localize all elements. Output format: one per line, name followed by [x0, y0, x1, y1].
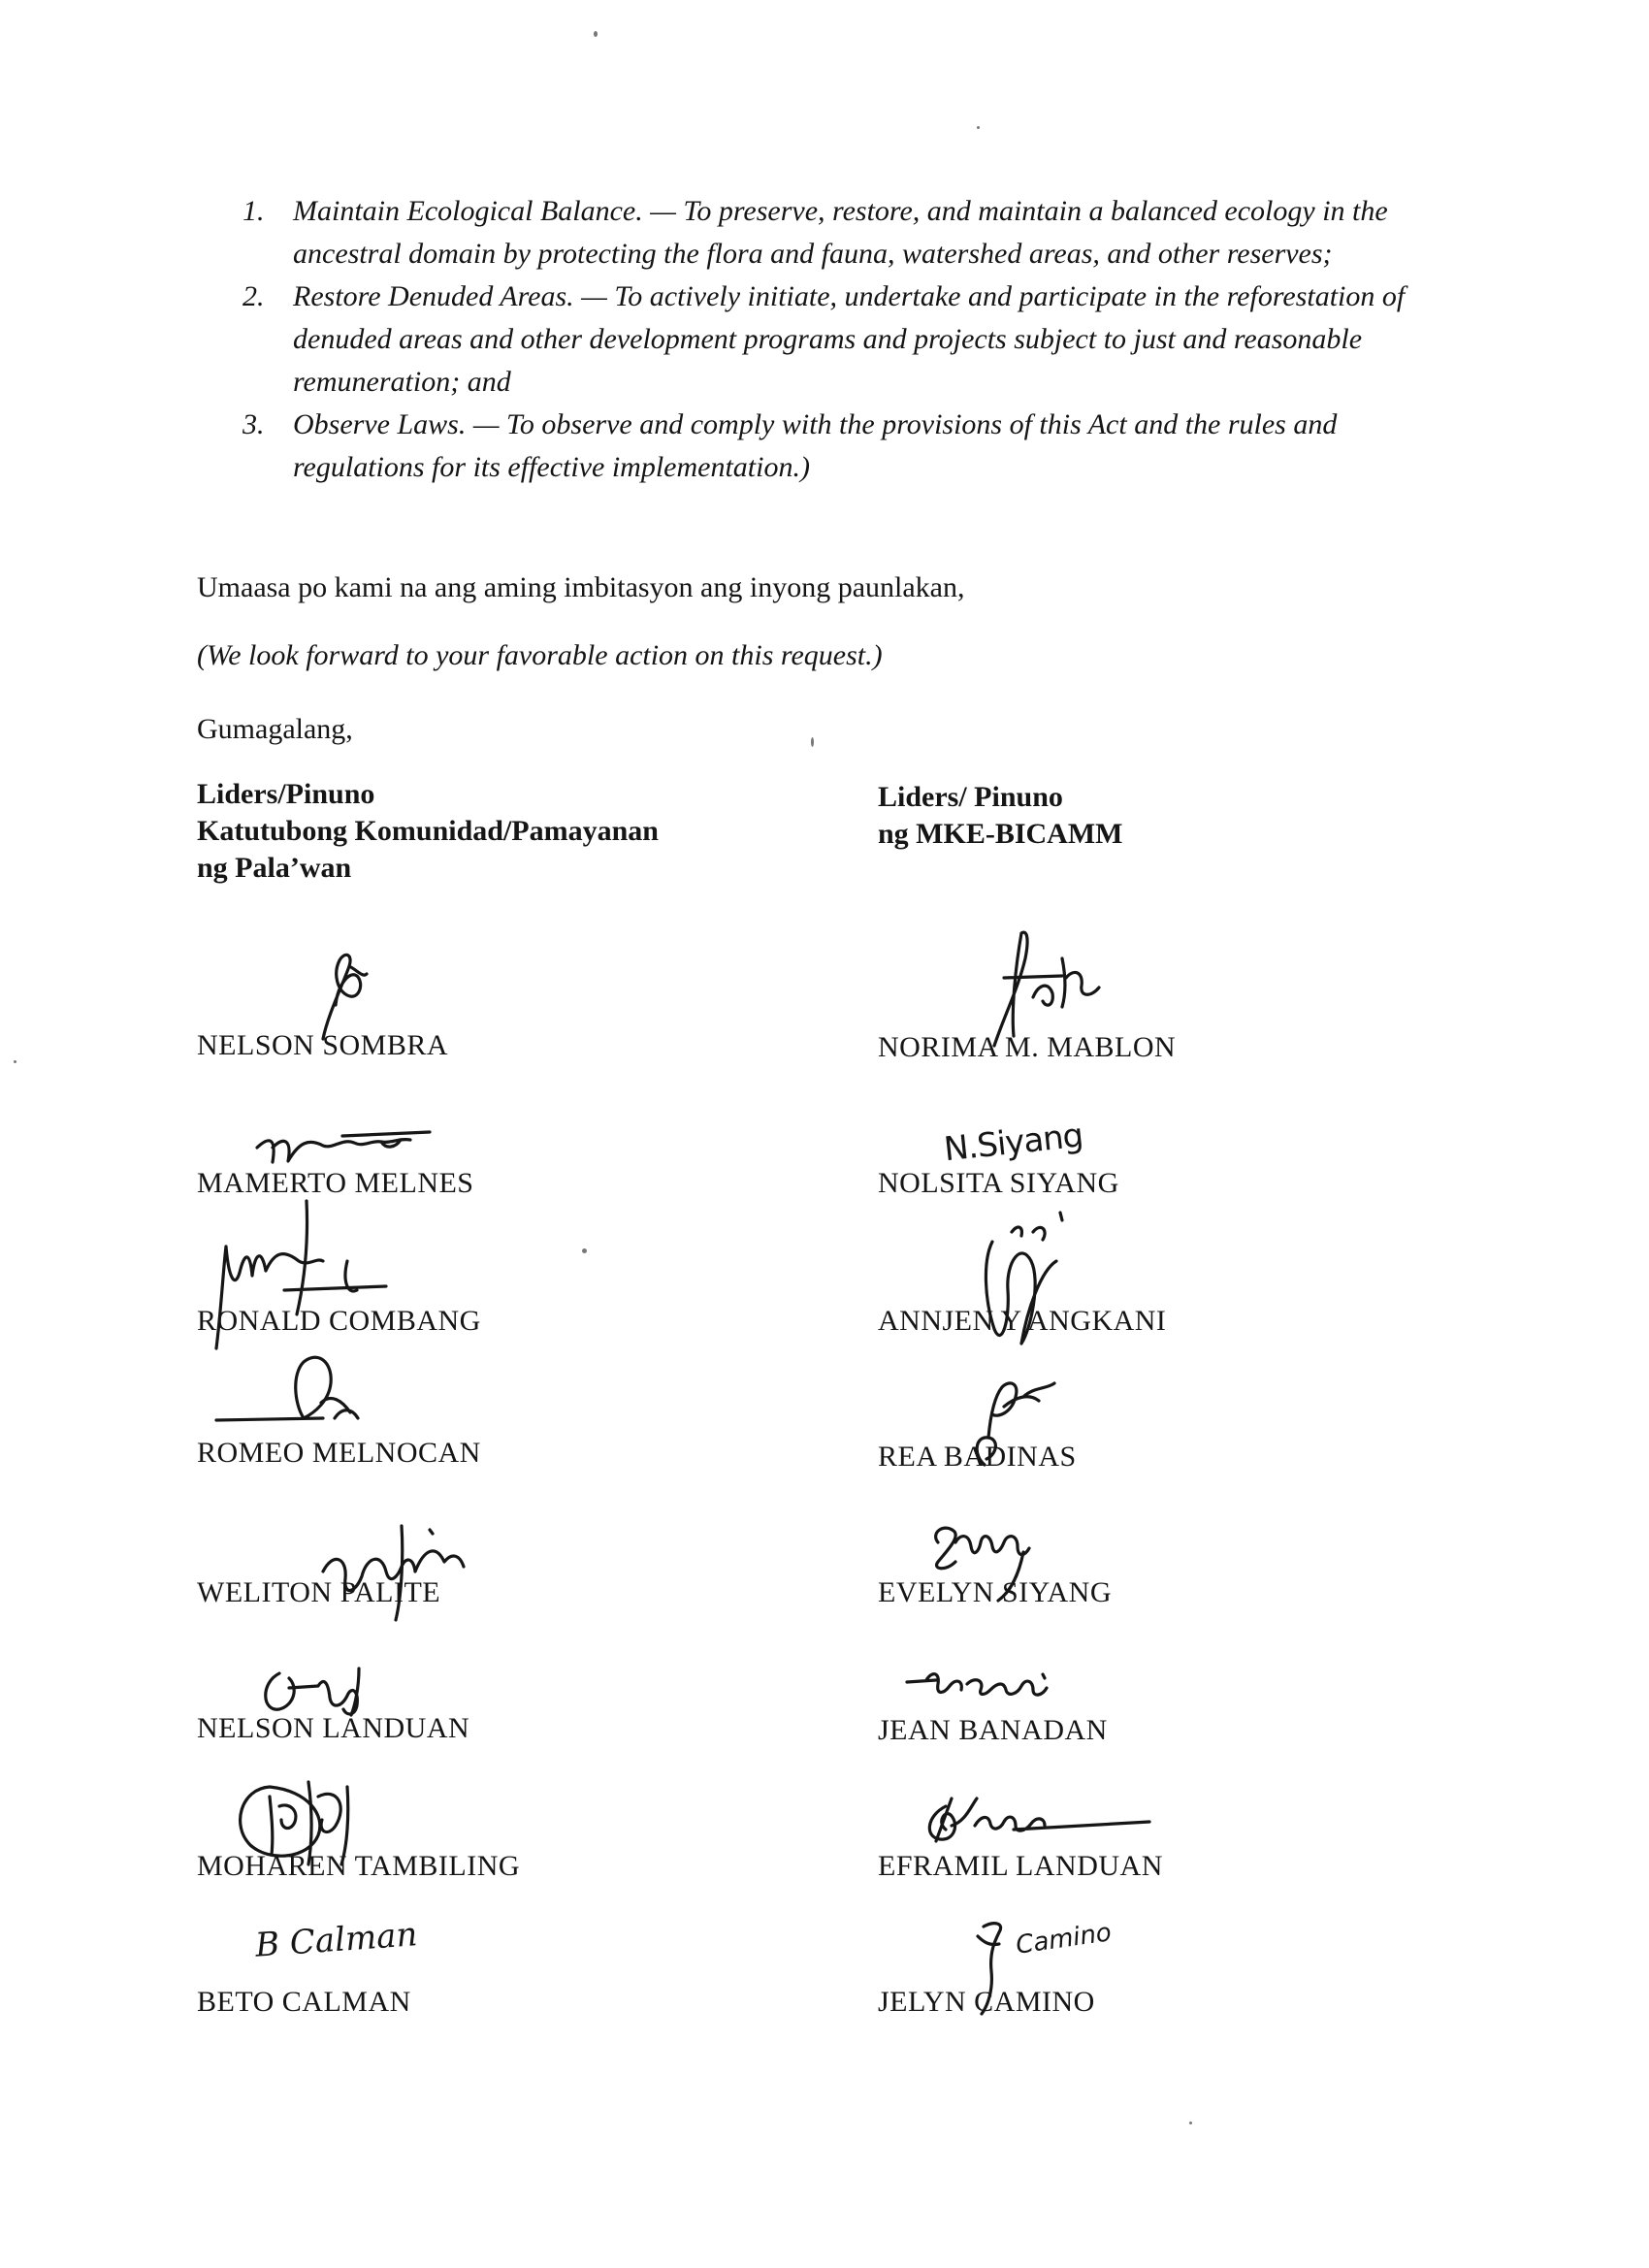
signatory-block [878, 1894, 1479, 2020]
scan-speck [977, 126, 980, 129]
signature-mark [963, 1203, 1080, 1358]
right-heading-line: Liders/ Pinuno [878, 781, 1063, 813]
signatory-name: EVELYN SIYANG [878, 1576, 1112, 1608]
signatory-block [197, 1620, 798, 1746]
signature-mark [308, 1518, 483, 1625]
scan-speck [14, 1060, 16, 1063]
salutation: Gumagalang, [197, 713, 353, 745]
signatory-name: ANNJEN Y ANGKANI [878, 1305, 1167, 1337]
list-text: Restore Denuded Areas. — To actively initiate, undertake and participate in the reforestation of denuded areas and other development programs and projects subject to just and reasonable remuneration; and [293, 280, 1406, 398]
signatory-name: JEAN BANADAN [878, 1714, 1108, 1746]
closing-translation: (We look forward to your favorable action on this request.) [197, 639, 883, 671]
signatory-name: MAMERTO MELNES [197, 1167, 474, 1199]
signature-mark [946, 1358, 1082, 1474]
left-heading-line: ng Pala’wan [197, 852, 352, 884]
list-text: Observe Laws. — To observe and comply with the provisions of this Act and the rules and regulations for its effective implementation.) [293, 408, 1338, 483]
signatory-name: NOLSITA SIYANG [878, 1167, 1119, 1199]
signatory-name: REA BADINAS [878, 1441, 1077, 1473]
signatory-block [878, 939, 1479, 1065]
signature-mark [289, 947, 396, 1053]
list-item [242, 190, 1436, 275]
signatory-block [878, 1213, 1479, 1339]
list-text: Maintain Ecological Balance. — To preserve, restore, and maintain a balanced ecology in the ancestral domain by protecting the flora and fauna, watershed areas, and other reserves; [293, 195, 1388, 270]
signatory-name: BETO CALMAN [197, 1986, 411, 2018]
left-heading-line: Liders/Pinuno [197, 778, 375, 810]
signature-mark [917, 1513, 1052, 1610]
signature-mark [207, 1345, 401, 1432]
signature-mark [211, 1767, 405, 1874]
left-heading-line: Katutubong Komunidad/Pamayanan [197, 815, 659, 847]
signatory-block [197, 1075, 798, 1201]
signatory-block [197, 1213, 798, 1339]
signature-mark: Camino [1014, 1918, 1114, 1960]
signature-mark: B Calman [253, 1915, 419, 1965]
signatory-block [197, 1345, 798, 1471]
signatory-name: NELSON SOMBRA [197, 1029, 449, 1061]
signature-mark [970, 1913, 1018, 2020]
list-item [242, 275, 1436, 404]
list-number: 1. [242, 195, 265, 227]
signatory-name: RONALD COMBANG [197, 1305, 481, 1337]
list-item [242, 404, 1436, 489]
signature-mark [202, 1193, 415, 1358]
signature-mark [250, 1659, 405, 1727]
left-group-heading [197, 776, 659, 887]
scan-speck [594, 31, 598, 37]
scan-speck [582, 1248, 587, 1253]
list-number: 3. [242, 408, 265, 440]
list-number: 2. [242, 280, 265, 312]
right-group-heading [878, 779, 1122, 853]
signatory-block [878, 1075, 1479, 1201]
signatory-name: ROMEO MELNOCAN [197, 1437, 481, 1469]
signatory-name: JELYN CAMINO [878, 1986, 1095, 2018]
closing-line: Umaasa po kami na ang aming imbitasyon ang inyong paunlakan, [197, 571, 965, 603]
signatory-name: WELITON PALITE [197, 1576, 441, 1608]
signatory-block [878, 1484, 1479, 1610]
signatory-block [197, 1894, 798, 2020]
signatory-block [197, 1758, 798, 1884]
signatory-block [197, 937, 798, 1063]
signatory-name: NELSON LANDUAN [197, 1712, 470, 1744]
signatory-block [878, 1622, 1479, 1748]
signatory-name: MOHAREN TAMBILING [197, 1850, 521, 1882]
responsibilities-list [242, 190, 1436, 489]
signature-mark: N.Siyang [942, 1116, 1085, 1170]
signatory-block [197, 1484, 798, 1610]
scan-speck [811, 737, 814, 747]
signature-mark [907, 1787, 1159, 1855]
signature-mark [965, 920, 1130, 1055]
signatory-block [878, 1758, 1479, 1884]
signatory-block [878, 1348, 1479, 1474]
scan-speck [1189, 2122, 1192, 2124]
signatory-name: EFRAMIL LANDUAN [878, 1850, 1163, 1882]
signature-mark [897, 1661, 1091, 1709]
right-heading-line: ng MKE-BICAMM [878, 818, 1123, 850]
signatory-name: NORIMA M. MABLON [878, 1031, 1177, 1063]
signature-mark [245, 1118, 439, 1177]
